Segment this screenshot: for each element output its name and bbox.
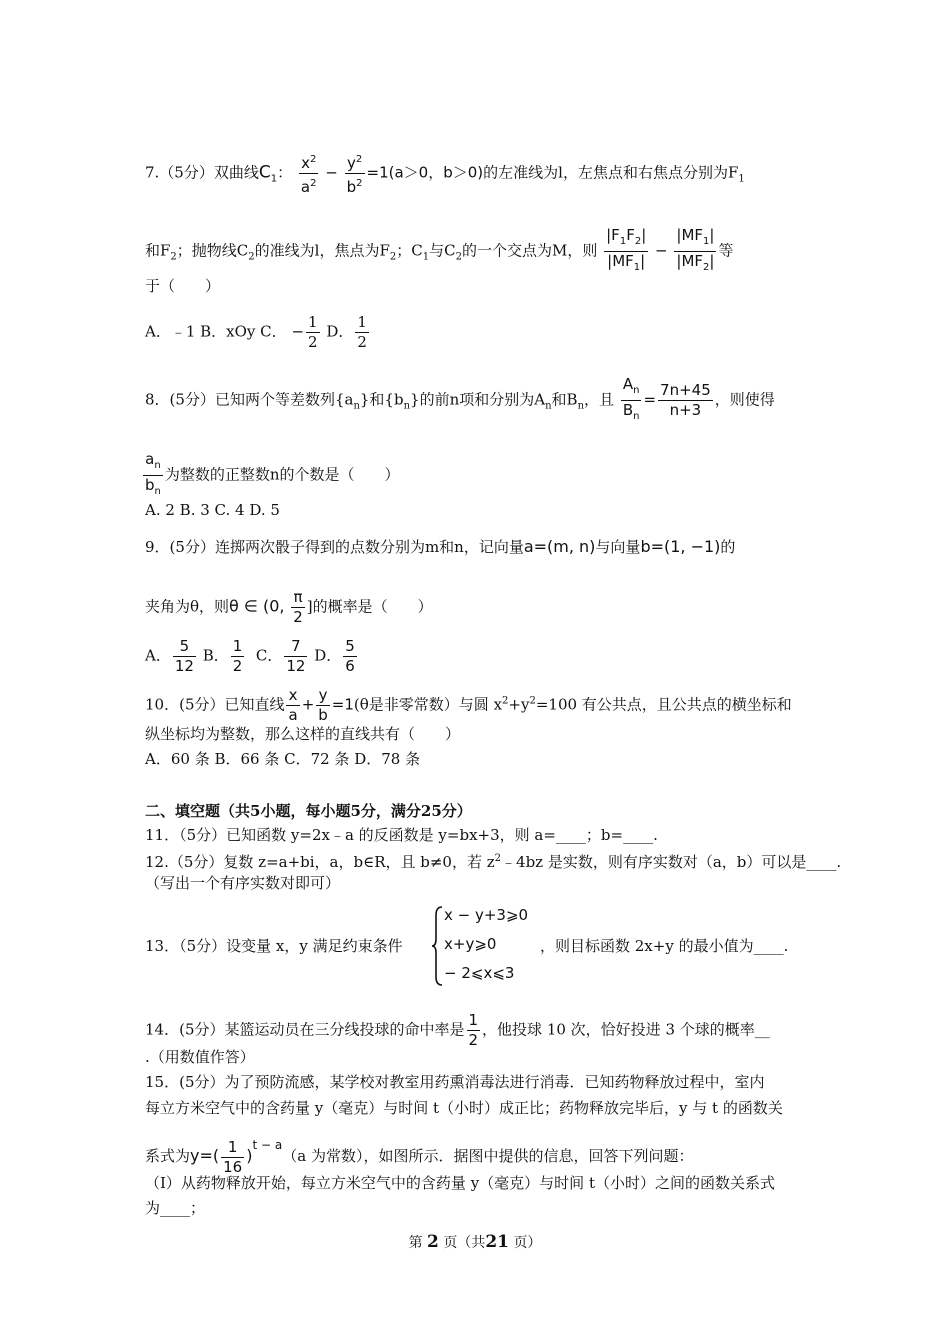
q10-frac-y-b: $\frac{y}{b}$	[318, 686, 328, 724]
q13-constraint-3: − 2⩽x⩽3	[444, 964, 515, 982]
q15-line5: 为____；	[145, 1199, 206, 1217]
q7-frac-mf1-mf2: $\frac{|MF_1|}{|MF_2|}$	[676, 226, 715, 273]
q14-line2: .（用数值作答）	[145, 1048, 255, 1066]
q9-opt-d: $\frac{5}{6}$	[345, 637, 355, 675]
q8-line1: 8．(5分）已知两个等差数列$\{a_n\}$和$\{b_n\}$的前n项和分别为$A_n$和$B_n$，且 $\frac{A_n}{B_n}$ = $\frac{7n+45}{n+3}$ ，则使得	[145, 375, 775, 426]
q9-options: A． $\frac{5}{12}$ B． $\frac{1}{2}$ C． $\frac{7}{12}$ D． $\frac{5}{6}$	[145, 637, 355, 675]
q7-opt-d-frac: $\frac{1}{2}$	[357, 313, 367, 351]
page-footer: 第 2 页（共21 页）	[408, 1232, 542, 1252]
q9-opt-c: $\frac{7}{12}$	[286, 637, 306, 675]
q13-constraint-2: x+y⩾0	[444, 935, 497, 953]
q14-line1: 14．(5分）某篮运动员在三分线投球的命中率是 $\frac{1}{2}$ ，他投球 10 次，恰好投进 3 个球的概率__	[145, 1011, 770, 1049]
q13-constraint-1: x − y+3⩾0	[444, 906, 529, 924]
section-title: 二、填空题（共5小题，每小题5分，满分25分）	[145, 802, 472, 820]
q9-frac-pi-2: $\frac{\pi}{2}$	[293, 588, 303, 626]
q10-line2: 纵坐标均为整数，那么这样的直线共有（ ）	[145, 725, 461, 743]
q15-line1: 15．(5分）为了预防流感，某学校对教室用药熏消毒法进行消毒．已知药物释放过程中，室内	[145, 1073, 765, 1091]
q15-frac-1-16: $\frac{1}{16}$	[223, 1137, 243, 1176]
page-number: 2	[427, 1232, 439, 1252]
q8-frac-an-bn: $\frac{A_n}{B_n}$	[622, 375, 640, 422]
q10-frac-x-a: $\frac{x}{a}$	[288, 686, 298, 724]
q9-line1: 9．(5分）连掷两次骰子得到的点数分别为m和n，记向量a=(m, n)与向量b=(1, −1)的	[145, 537, 736, 556]
q15-line3: 系式为y=( $\frac{1}{16}$ )$^{t - a}$（a 为常数），如图所示．据图中提供的信息，回答下列问题：	[145, 1137, 694, 1176]
q15-line2: 每立方米空气中的含药量 y（毫克）与时间 t（小时）成正比；药物释放完毕后，y 与 t 的函数关	[145, 1099, 783, 1117]
q9-line2: 夹角为θ，则θ ∈ (0, $\frac{\pi}{2}$ ]的概率是（ ）	[145, 588, 433, 626]
left-brace-icon	[432, 905, 444, 987]
q8-options: A. 2 B. 3 C. 4 D. 5	[145, 501, 280, 519]
q7-frac-x2a2: $\frac{x^2}{a^2}$	[299, 150, 319, 197]
q7-line3: 于（ ）	[145, 277, 221, 295]
q10-options: A．60 条 B．66 条 C．72 条 D．78 条	[145, 750, 421, 768]
q7-frac-y2b2: $\frac{y^2}{b^2}$	[345, 150, 365, 197]
q14-frac-half: $\frac{1}{2}$	[468, 1011, 479, 1049]
q8-frac-a-b: $\frac{a_n}{b_n}$	[145, 450, 161, 497]
q8-line2: $\frac{a_n}{b_n}$ 为整数的正整数n的个数是（ ）	[145, 450, 400, 501]
q13-prefix: 13．（5分）设变量 x，y 满足约束条件	[145, 937, 403, 955]
q7-line2: 和$F_2$；抛物线$C_2$的准线为l，焦点为$F_2$；$C_1$与$C_2$的一个交点为M，则 $\frac{|F_1F_2|}{|MF_1|}$ − $\frac{|MF_1|}{|MF_2|}$ 等	[145, 226, 733, 277]
q15-line4: （Ⅰ）从药物释放开始，每立方米空气中的含药量 y（毫克）与时间 t（小时）之间的函数关系式	[145, 1174, 775, 1192]
q8-frac-ratio: $\frac{7n+45}{n+3}$	[660, 381, 711, 419]
q11: 11．（5分）已知函数 y=2x﹣a 的反函数是 y=bx+3，则 a=____；b=____.	[145, 826, 658, 844]
q12-line1: 12.（5分）复数 z=a+bi，a，b∈R，且 b≠0，若 $z^2﹣4bz$ 是实数，则有序实数对（a，b）可以是____.	[145, 853, 842, 871]
q7-options: A．﹣1 B．xOy C． − $\frac{1}{2}$ D． $\frac{1}{2}$	[145, 313, 367, 351]
q13-tail: ，则目标函数 2x+y 的最小值为____.	[540, 937, 789, 955]
q7-opt-c-frac: $\frac{1}{2}$	[308, 313, 318, 351]
q7-frac-f1f2-mf1: $\frac{|F_1F_2|}{|MF_1|}$	[606, 226, 647, 273]
q9-opt-b: $\frac{1}{2}$	[232, 637, 243, 675]
q9-opt-a: $\frac{5}{12}$	[174, 637, 194, 675]
q12-line2: （写出一个有序实数对即可）	[145, 874, 341, 892]
q7-line1: 7.（5分）双曲线$C_1$： $\frac{x^2}{a^2}$ − $\frac{y^2}{b^2}$ =1(a＞0，b＞0)的左准线为l，左焦点和右焦点分别为$F_1$	[145, 150, 745, 197]
page-total: 21	[485, 1232, 509, 1252]
q10-line1: 10．(5分）已知直线 $\frac{x}{a}$ + $\frac{y}{b}$ =1(θ是非零常数）与圆 $x^2+y^2=100$ 有公共点，且公共点的横坐标和	[145, 686, 792, 724]
